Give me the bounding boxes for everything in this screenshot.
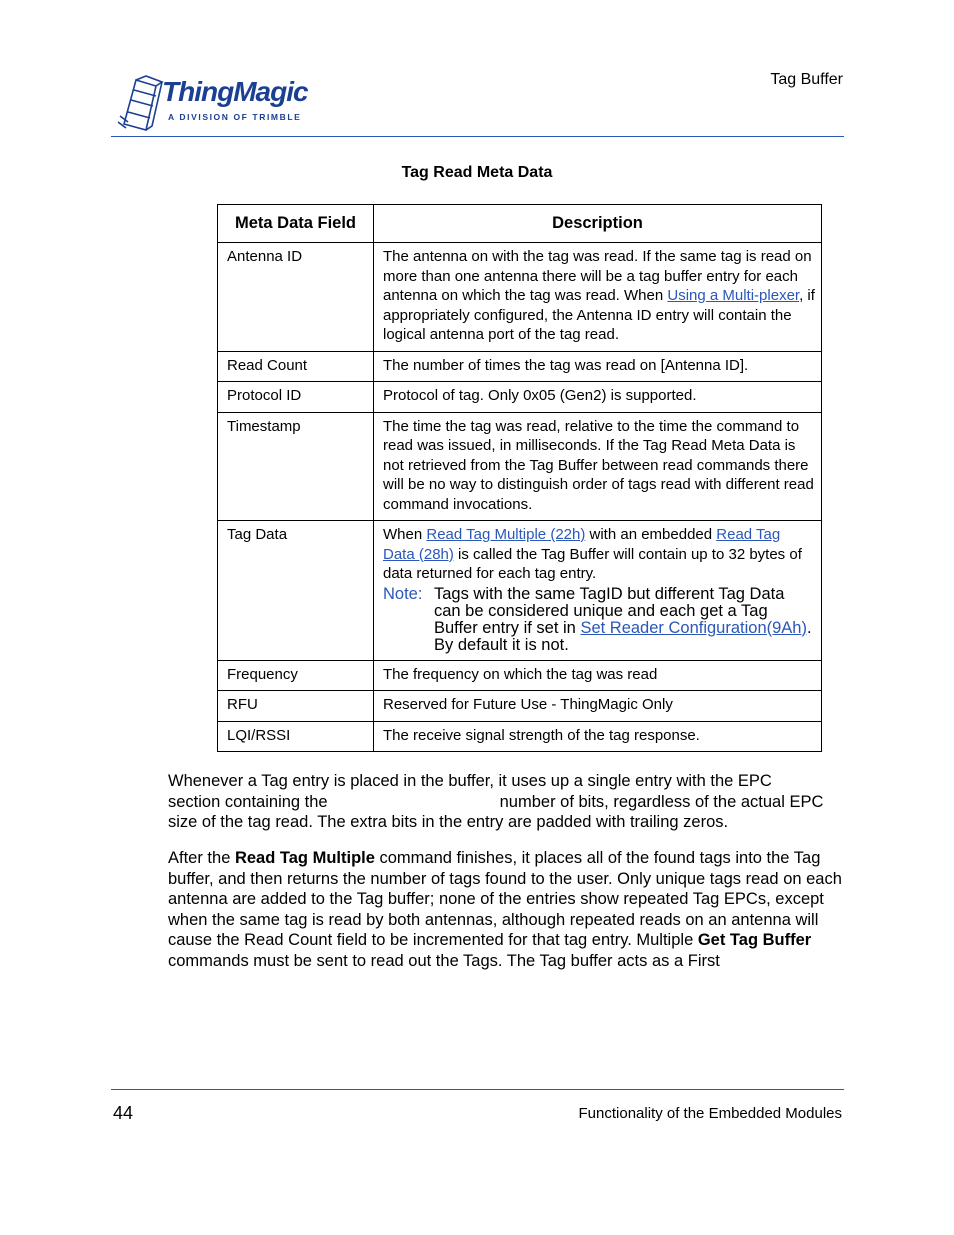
field-cell: Read Count	[218, 351, 374, 382]
paragraph-line: size of the tag read. The extra bits in the entry are padded with trailing zeros.	[168, 813, 729, 831]
table-row	[218, 351, 822, 382]
table-row	[218, 382, 822, 413]
description-text: , if appropriately configured, the Antenna ID entry will contain the logical antenna port of the tag read.	[383, 287, 815, 343]
paragraph-text: commands must be sent to read out the Tags. The Tag buffer acts as a First	[168, 951, 720, 970]
paragraph-text: After the	[168, 849, 235, 867]
table-row	[218, 243, 822, 352]
paragraph-text: number of bits, regardless of the actual EPC	[499, 792, 824, 811]
footer-chapter-title: Functionality of the Embedded Modules	[578, 1105, 842, 1122]
description-cell: Protocol of tag. Only 0x05 (Gen2) is supported.	[374, 382, 822, 413]
logo-tagline: A DIVISION OF TRIMBLE	[168, 112, 302, 122]
description-text: is called the Tag Buffer will contain up to 32 bytes of data returned for each tag entry.	[383, 545, 802, 582]
bold-command: Read Tag Multiple	[234, 849, 375, 867]
field-cell: LQI/RSSI	[218, 721, 374, 752]
description-text: with an embedded	[585, 526, 717, 543]
description-cell: The frequency on which the tag was read	[374, 660, 822, 691]
table-row	[218, 691, 822, 722]
footer-rule	[111, 1089, 844, 1090]
paragraph-text: command finishes, it places all of the found tags into the Tag buffer, and then returns the number of tags found to the user. Only unique tags read on each antenna are added to the Tag buffer; none of the entries show repeated Tag EPCs, except when the same tag is read by both antennas, although repeated reads on an antenna will cause the Read Count field to be incremented for that tag entry. Multiple	[168, 849, 842, 949]
description-cell: The time the tag was read, relative to the time the command to read was issued, in milliseconds. If the Tag Read Meta Data is not retrieved from the Tag Buffer between read commands there will be no way to distinguish order of tags read with different read command invocations.	[374, 412, 822, 521]
description-cell	[374, 521, 822, 661]
logo-wordmark: ThingMagic	[162, 76, 308, 107]
description-cell: Reserved for Future Use - ThingMagic Only	[374, 691, 822, 722]
note-block	[383, 586, 815, 654]
field-cell: Tag Data	[218, 521, 374, 661]
column-header-description: Description	[374, 205, 822, 243]
note-text: Tags with the same TagID but different Tag Data can be considered unique and each get a Tag Buffer entry if set in	[434, 584, 785, 637]
link-read-tag-multiple[interactable]: Read Tag Multiple (22h)	[426, 526, 586, 543]
body-paragraph-2	[168, 848, 843, 971]
meta-data-table	[217, 204, 822, 752]
table-title: Tag Read Meta Data	[401, 164, 553, 181]
table-header-row	[218, 205, 822, 243]
field-cell: Protocol ID	[218, 382, 374, 413]
note-label: Note:	[383, 584, 423, 603]
paragraph-text: section containing the	[168, 792, 328, 811]
description-text: The antenna on with the tag was read. If the same tag is read on more than one antenna there will be a tag buffer entry for each antenna on which the tag was read. When	[383, 248, 812, 304]
description-cell: The receive signal strength of the tag response.	[374, 721, 822, 752]
field-cell: Antenna ID	[218, 243, 374, 352]
description-cell	[374, 243, 822, 352]
paragraph-text	[168, 848, 843, 971]
paragraph-line	[168, 792, 843, 813]
header-rule	[111, 136, 844, 137]
page-number: 44	[113, 1103, 134, 1123]
field-cell: Frequency	[218, 660, 374, 691]
body-paragraph-1	[168, 771, 843, 833]
field-cell: RFU	[218, 691, 374, 722]
running-header: Tag Buffer	[770, 71, 843, 88]
description-text: When	[383, 526, 427, 543]
table-row	[218, 660, 822, 691]
table-row	[218, 521, 822, 661]
column-header-field: Meta Data Field	[218, 205, 374, 243]
link-using-a-multiplexer[interactable]: Using a Multi-plexer	[667, 287, 800, 304]
table-row	[218, 412, 822, 521]
link-set-reader-configuration[interactable]: Set Reader Configuration(9Ah)	[580, 618, 807, 637]
bold-command: Get Tag Buffer	[697, 931, 812, 949]
paragraph-line: Whenever a Tag entry is placed in the buffer, it uses up a single entry with the EPC	[168, 772, 772, 790]
table-row	[218, 721, 822, 752]
field-cell: Timestamp	[218, 412, 374, 521]
note-text: . By default it is not.	[434, 618, 812, 654]
description-cell: The number of times the tag was read on [Antenna ID].	[374, 351, 822, 382]
link-read-tag-data[interactable]: Read Tag Data (28h)	[383, 526, 781, 563]
